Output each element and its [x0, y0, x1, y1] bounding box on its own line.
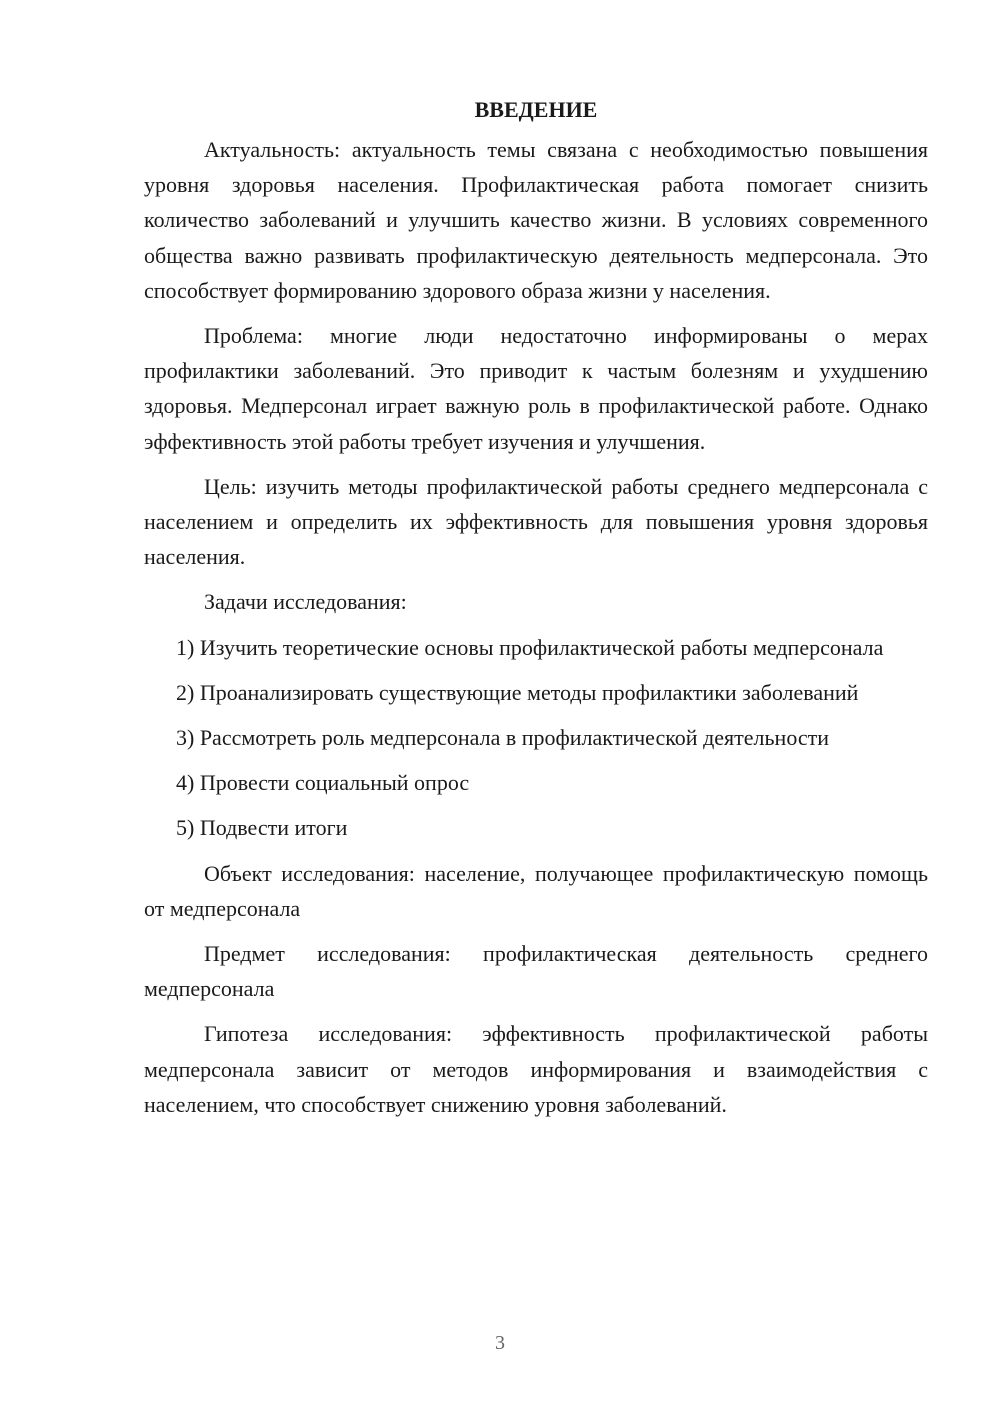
list-item: 3) Рассмотреть роль медперсонала в профилактической деятельности [176, 725, 830, 751]
list-item: 5) Подвести итоги [176, 815, 348, 841]
page-title: ВВЕДЕНИЕ [474, 97, 598, 122]
object-paragraph: Объект исследования: население, получающее профилактическую помощь от медперсонала [144, 860, 928, 921]
relevance-paragraph: Актуальность: актуальность темы связана с необходимостью повышения уровня здоровья населения. Профилактическая работа помогает снизить количество заболеваний и улучшить качество жизни. В условиях современного общества важно развивать профилактическую деятельность медперсонала. Это способствует формированию здорового образа жизни у населения. [144, 137, 928, 303]
list-item: 2) Проанализировать существующие методы профилактики заболеваний [176, 679, 859, 705]
tasks-heading: Задачи исследования: [204, 589, 407, 615]
hypothesis-paragraph: Гипотеза исследования: эффективность профилактической работы медперсонала зависит от методов информирования и взаимодействия с населением, что способствует снижению уровня заболеваний. [144, 1021, 928, 1117]
problem-paragraph: Проблема: многие люди недостаточно информированы о мерах профилактики заболеваний. Это приводит к частым болезням и ухудшению здоровья. Медперсонал играет важную роль в профилактической работе. Однако эффективность этой работы требует изучения и улучшения. [144, 323, 928, 454]
goal-paragraph: Цель: изучить методы профилактической работы среднего медперсонала с населением и определить их эффективность для повышения уровня здоровья населения. [144, 473, 928, 570]
tasks-list [144, 630, 928, 846]
list-item: 1) Изучить теоретические основы профилактической работы медперсонала [176, 634, 884, 660]
document-page [144, 92, 928, 1132]
list-item: 4) Провести социальный опрос [176, 770, 470, 796]
subject-paragraph: Предмет исследования: профилактическая деятельность среднего медперсонала [144, 941, 928, 1002]
page-number: 3 [495, 1332, 505, 1354]
